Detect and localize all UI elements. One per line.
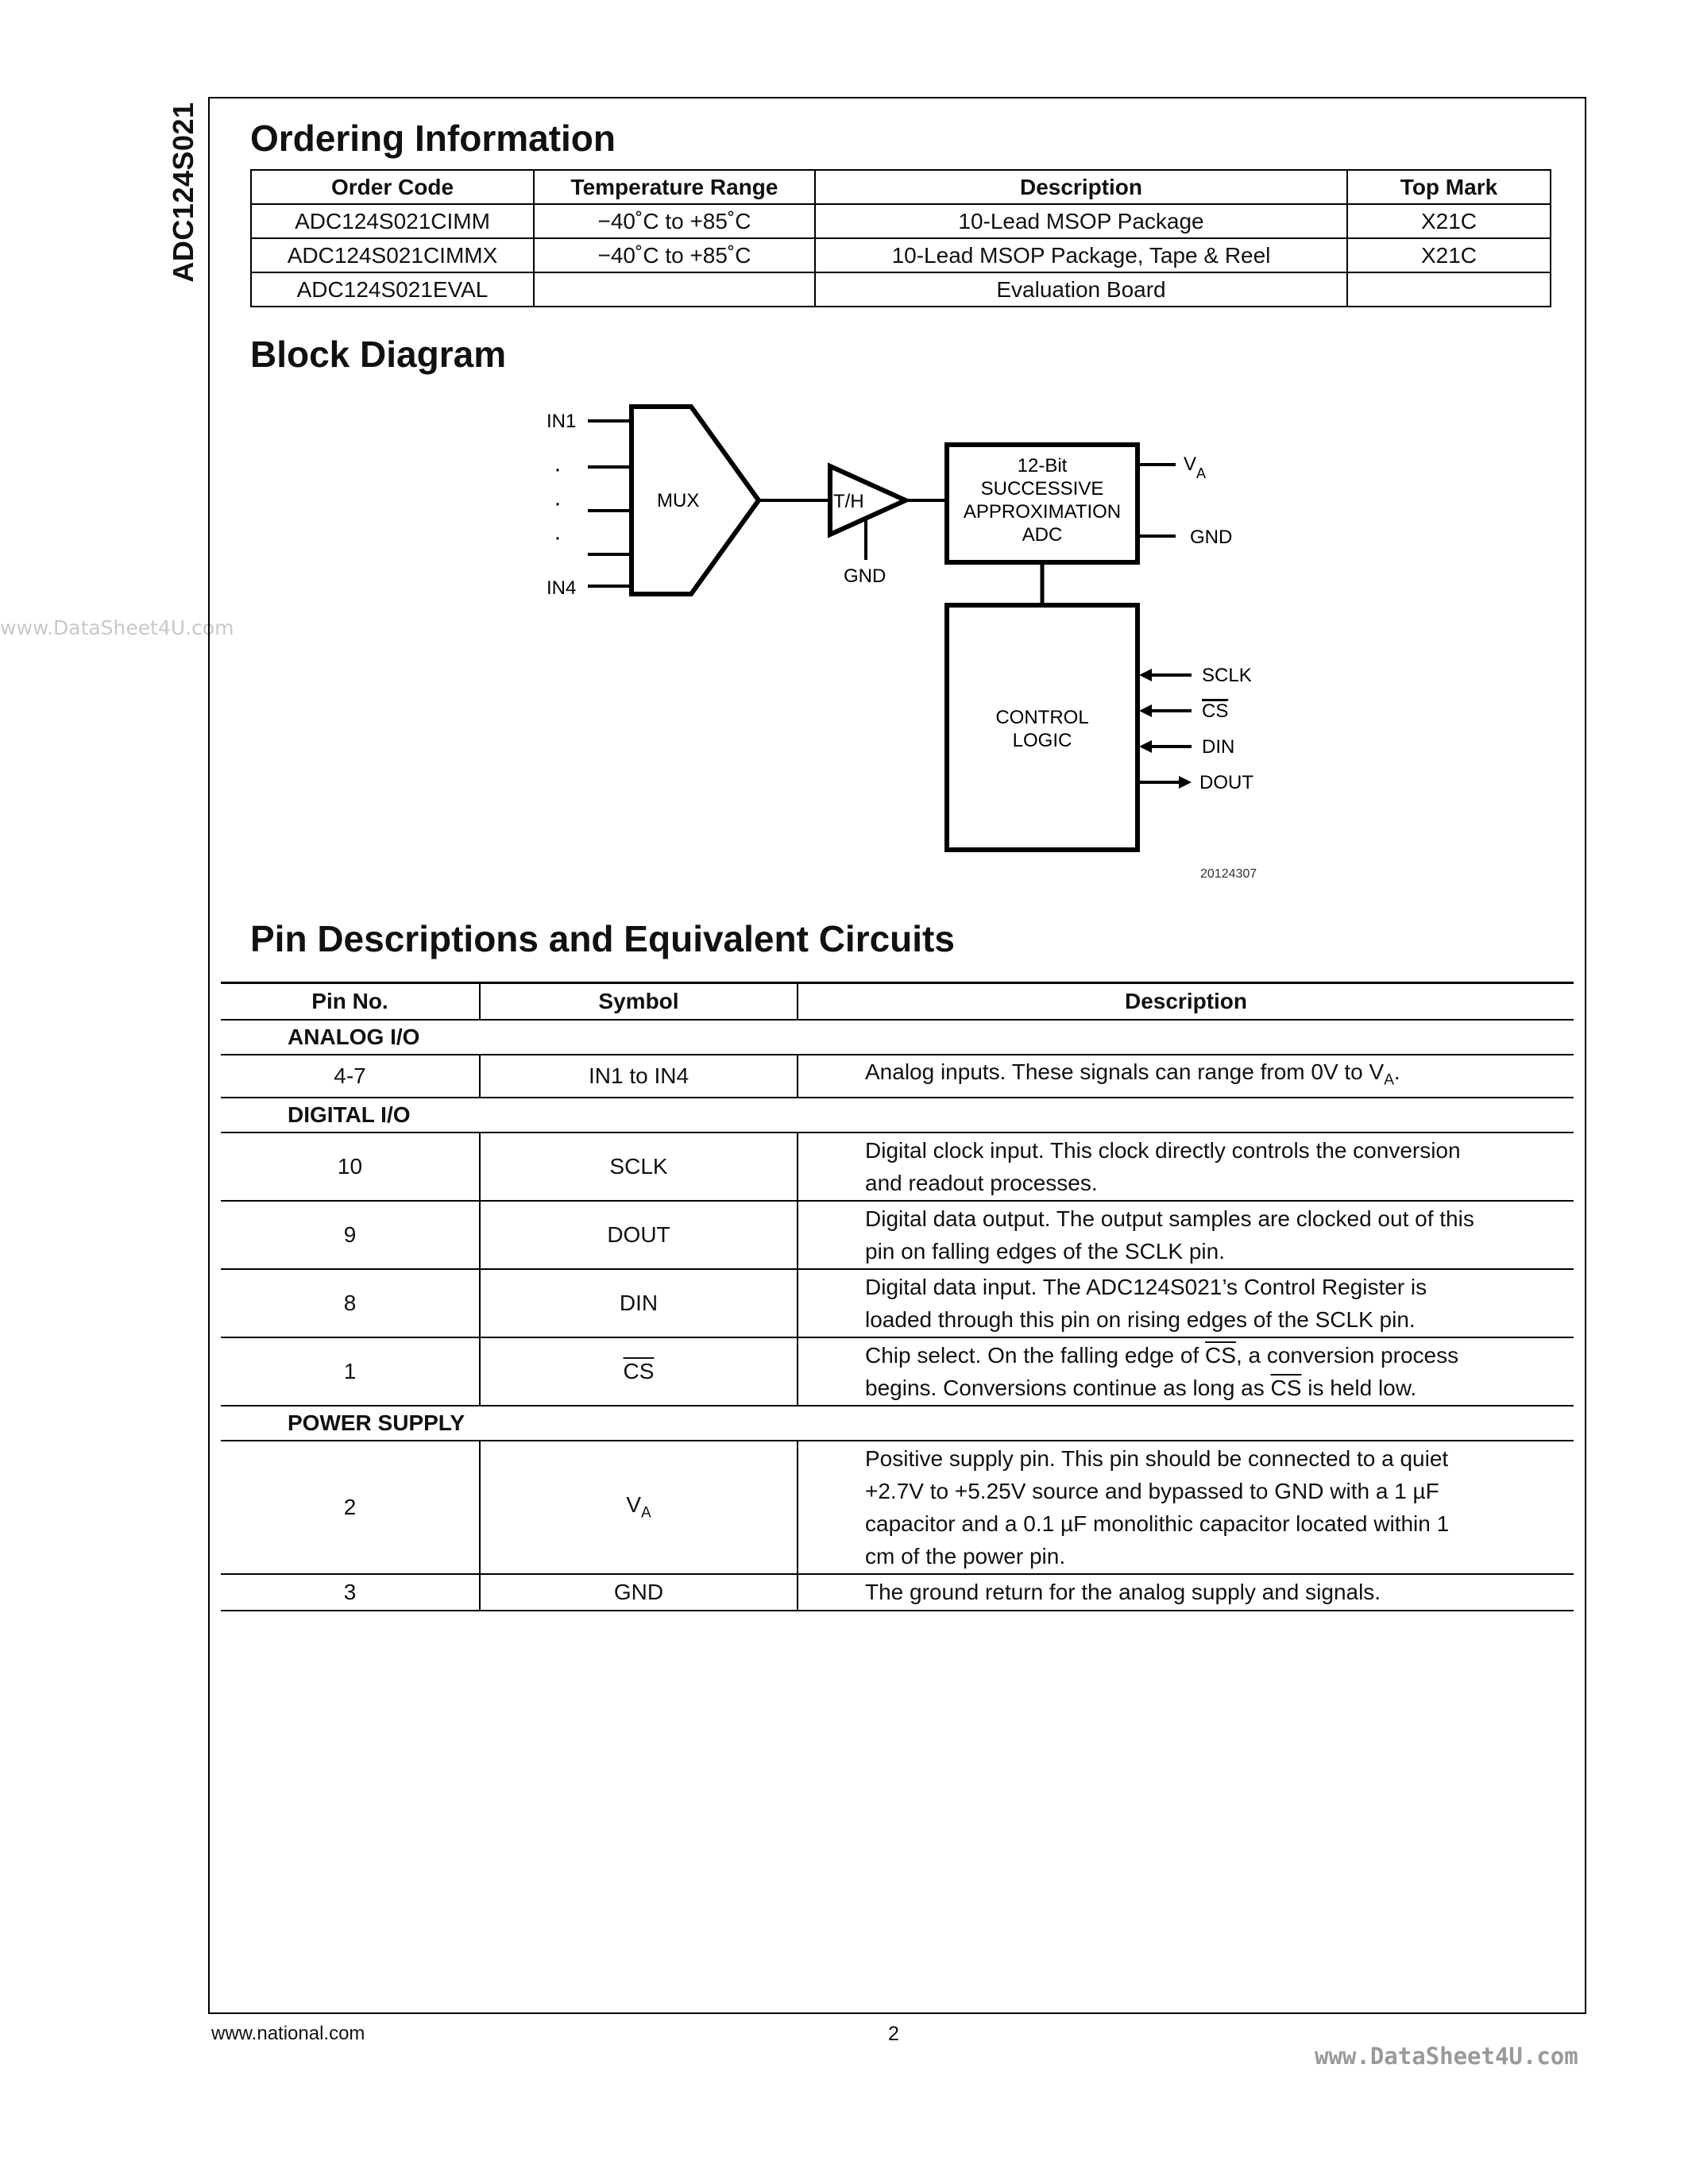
label-in4: IN4 xyxy=(547,577,577,599)
group-row-analog xyxy=(221,1020,1574,1055)
label-cs: CS xyxy=(1202,700,1229,722)
top-mark: X21C xyxy=(1347,238,1551,272)
pin-symbol: IN1 to IN4 xyxy=(480,1055,798,1098)
label-in1: IN1 xyxy=(547,411,577,432)
side-part-number-text: ADC124S021 xyxy=(167,102,199,283)
pin-number: 1 xyxy=(221,1337,480,1406)
label-dout: DOUT xyxy=(1199,772,1253,793)
arrow-dout xyxy=(1179,776,1192,789)
label-dot-2: · xyxy=(554,490,562,516)
pin-number: 4-7 xyxy=(221,1055,480,1098)
temp-range xyxy=(534,272,815,307)
group-label: DIGITAL I/O xyxy=(221,1098,1574,1133)
table-row xyxy=(251,204,1551,238)
group-row-digital xyxy=(221,1098,1574,1133)
pin-symbol: DOUT xyxy=(480,1201,798,1269)
table-row xyxy=(251,272,1551,307)
label-adc-line-4: ADC xyxy=(1022,524,1063,546)
block-diagram xyxy=(532,397,1295,889)
temp-range: −40˚C to +85˚C xyxy=(534,238,815,272)
pins-header-desc: Description xyxy=(798,983,1574,1021)
pin-number: 10 xyxy=(221,1133,480,1201)
label-dot-1: · xyxy=(554,456,562,482)
page-number: 2 xyxy=(888,2023,899,2045)
arrow-din xyxy=(1139,740,1152,753)
order-description: 10-Lead MSOP Package xyxy=(815,204,1347,238)
label-control-line-2: LOGIC xyxy=(1012,730,1072,751)
label-mux: MUX xyxy=(657,490,700,511)
ordering-title: Ordering Information xyxy=(250,118,616,159)
arrow-cs xyxy=(1139,704,1152,717)
table-row xyxy=(251,238,1551,272)
pin-description: Chip select. On the falling edge of $\overline{CS}$, a conversion process begins. Conversions continue as long as $\overline{CS}$ is held low. xyxy=(798,1337,1574,1406)
pin-symbol: $\overline{CS}$ xyxy=(480,1337,798,1406)
pins-table xyxy=(221,982,1574,1611)
order-description: 10-Lead MSOP Package, Tape & Reel xyxy=(815,238,1347,272)
pin-description: Digital clock input. This clock directly controls the conversion and readout processes. xyxy=(798,1133,1574,1201)
table-row xyxy=(221,1055,1574,1098)
pin-description: Positive supply pin. This pin should be connected to a quiet +2.7V to +5.25V source and bypassed to GND with a 1 µF capacitor and a 0.1 µF monolithic capacitor located within 1 cm of the power pin. xyxy=(798,1441,1574,1574)
table-row xyxy=(221,1574,1574,1611)
footer-watermark: www.DataSheet4U.com xyxy=(1315,2043,1578,2070)
pins-header-symbol: Symbol xyxy=(480,983,798,1021)
top-mark: X21C xyxy=(1347,204,1551,238)
table-row xyxy=(221,1269,1574,1337)
order-code: ADC124S021CIMM xyxy=(251,204,534,238)
label-va: $V_A$ xyxy=(1184,453,1207,481)
arrow-sclk xyxy=(1139,669,1152,681)
label-control-line-1: CONTROL xyxy=(995,707,1089,728)
order-code: ADC124S021EVAL xyxy=(251,272,534,307)
pin-description: The ground return for the analog supply and signals. xyxy=(798,1574,1574,1611)
label-gnd-adc: GND xyxy=(1190,527,1233,548)
pin-number: 8 xyxy=(221,1269,480,1337)
pin-symbol: DIN xyxy=(480,1269,798,1337)
temp-range: −40˚C to +85˚C xyxy=(534,204,815,238)
table-row xyxy=(221,1337,1574,1406)
pin-description: Analog inputs. These signals can range from 0V to $V_A$. xyxy=(798,1055,1574,1098)
order-description: Evaluation Board xyxy=(815,272,1347,307)
pin-symbol: GND xyxy=(480,1574,798,1611)
label-sclk: SCLK xyxy=(1202,665,1252,686)
label-dot-3: · xyxy=(554,524,562,550)
pin-number: 9 xyxy=(221,1201,480,1269)
pin-description: Digital data input. The ADC124S021’s Control Register is loaded through this pin on rising edges of the SCLK pin. xyxy=(798,1269,1574,1337)
group-label: POWER SUPPLY xyxy=(221,1406,1574,1441)
label-th: T/H xyxy=(833,491,864,512)
ordering-table xyxy=(250,169,1551,307)
table-row xyxy=(221,1441,1574,1574)
watermark-left: www.DataSheet4U.com xyxy=(0,616,234,639)
pin-symbol: SCLK xyxy=(480,1133,798,1201)
figure-id: 20124307 xyxy=(1200,867,1257,881)
pins-title: Pin Descriptions and Equivalent Circuits xyxy=(250,918,955,959)
ordering-header-code: Order Code xyxy=(251,170,534,204)
pin-description: Digital data output. The output samples are clocked out of this pin on falling edges of the SCLK pin. xyxy=(798,1201,1574,1269)
ordering-header-mark: Top Mark xyxy=(1347,170,1551,204)
group-row-power xyxy=(221,1406,1574,1441)
label-din: DIN xyxy=(1202,736,1235,758)
pin-symbol: $V_A$ xyxy=(480,1441,798,1574)
label-adc-line-1: 12-Bit xyxy=(1017,455,1068,477)
label-adc-line-3: APPROXIMATION xyxy=(963,501,1122,523)
table-row xyxy=(221,1201,1574,1269)
ordering-header-desc: Description xyxy=(815,170,1347,204)
table-row xyxy=(221,1133,1574,1201)
label-adc-line-2: SUCCESSIVE xyxy=(980,478,1104,500)
pin-number: 3 xyxy=(221,1574,480,1611)
pins-header-pin: Pin No. xyxy=(221,983,480,1021)
ordering-header-temp: Temperature Range xyxy=(534,170,815,204)
label-gnd-th: GND xyxy=(844,565,886,587)
footer-website[interactable]: www.national.com xyxy=(211,2023,365,2044)
block-diagram-title: Block Diagram xyxy=(250,334,507,375)
side-part-number xyxy=(164,97,203,287)
pin-number: 2 xyxy=(221,1441,480,1574)
top-mark xyxy=(1347,272,1551,307)
order-code: ADC124S021CIMMX xyxy=(251,238,534,272)
group-label: ANALOG I/O xyxy=(221,1020,1574,1055)
